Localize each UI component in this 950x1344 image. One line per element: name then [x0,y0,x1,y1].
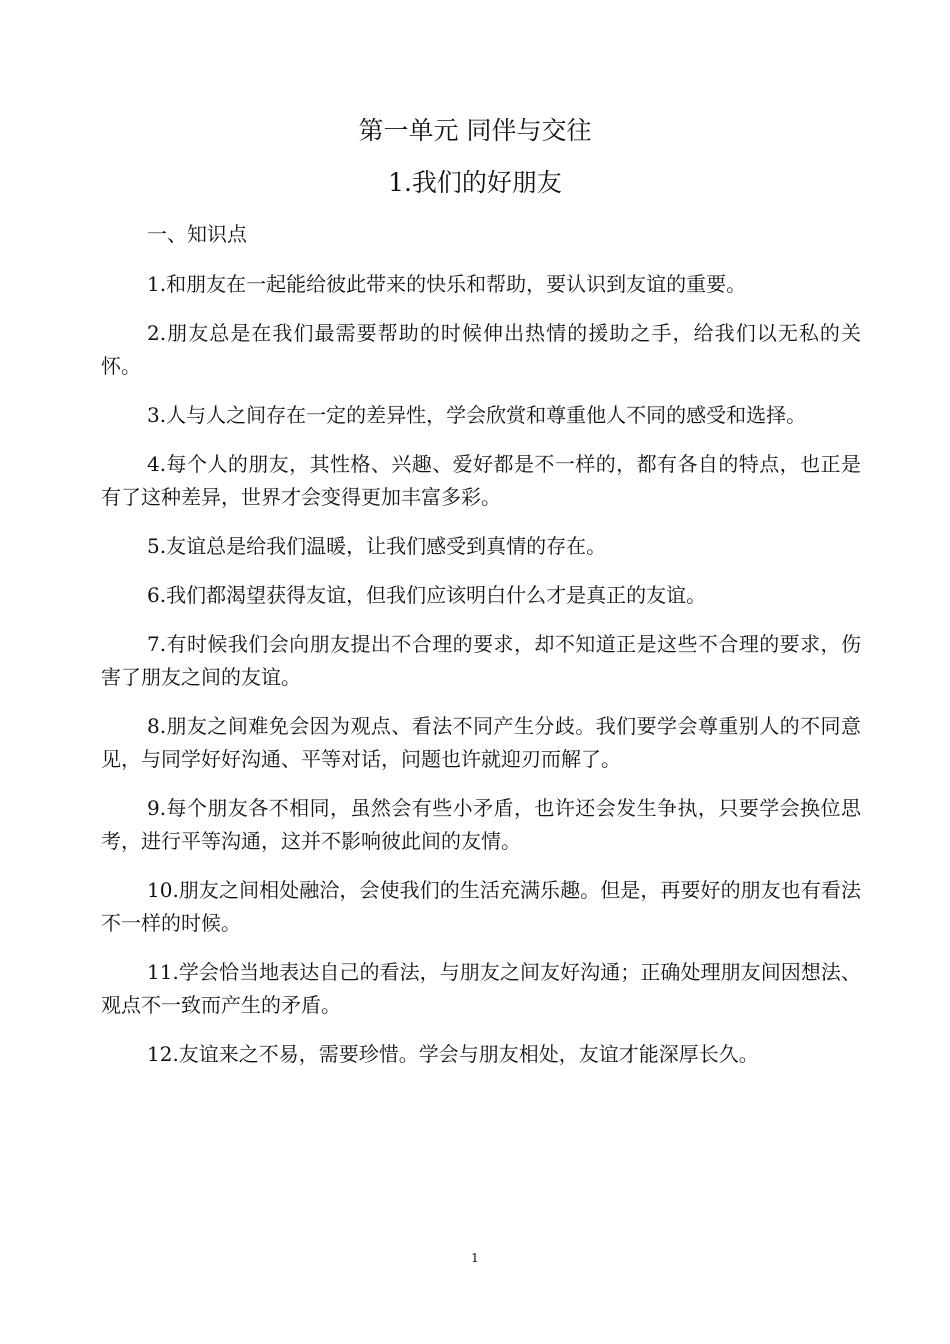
knowledge-point-8: 8.朋友之间难免会因为观点、看法不同产生分歧。我们要学会尊重别人的不同意见，与同学好好沟通、平等对话，问题也许就迎刃而解了。 [101,714,861,771]
unit-title: 第一单元 同伴与交往 [358,116,592,145]
knowledge-point-5: 5.友谊总是给我们温暖，让我们感受到真情的存在。 [147,534,607,558]
knowledge-point-6: 6.我们都渴望获得友谊，但我们应该明白什么才是真正的友谊。 [147,583,707,607]
lesson-title: 1.我们的好朋友 [388,168,562,197]
knowledge-point-7: 7.有时候我们会向朋友提出不合理的要求，却不知道正是这些不合理的要求，伤害了朋友之间的友谊。 [101,632,861,689]
knowledge-point-4: 4.每个人的朋友，其性格、兴趣、爱好都是不一样的，都有各自的特点，也正是有了这种差异，世界才会变得更加丰富多彩。 [101,452,861,509]
section-heading: 一、知识点 [147,222,247,246]
knowledge-point-1: 1.和朋友在一起能给彼此带来的快乐和帮助，要认识到友谊的重要。 [147,272,747,296]
knowledge-point-2: 2.朋友总是在我们最需要帮助的时候伸出热情的援助之手，给我们以无私的关怀。 [101,321,861,378]
knowledge-point-10: 10.朋友之间相处融洽，会使我们的生活充满乐趣。但是，再要好的朋友也有看法不一样的时候。 [101,878,861,935]
knowledge-point-3: 3.人与人之间存在一定的差异性，学会欣赏和尊重他人不同的感受和选择。 [147,403,807,427]
document-body [101,218,861,1087]
knowledge-point-11: 11.学会恰当地表达自己的看法，与朋友之间友好沟通；正确处理朋友间因想法、观点不一致而产生的矛盾。 [101,960,861,1017]
page-number: 1 [471,1251,479,1265]
knowledge-point-12: 12.友谊来之不易，需要珍惜。学会与朋友相处，友谊才能深厚长久。 [147,1042,759,1066]
knowledge-point-9: 9.每个朋友各不相同，虽然会有些小矛盾，也许还会发生争执，只要学会换位思考，进行平等沟通，这并不影响彼此间的友情。 [101,796,861,853]
